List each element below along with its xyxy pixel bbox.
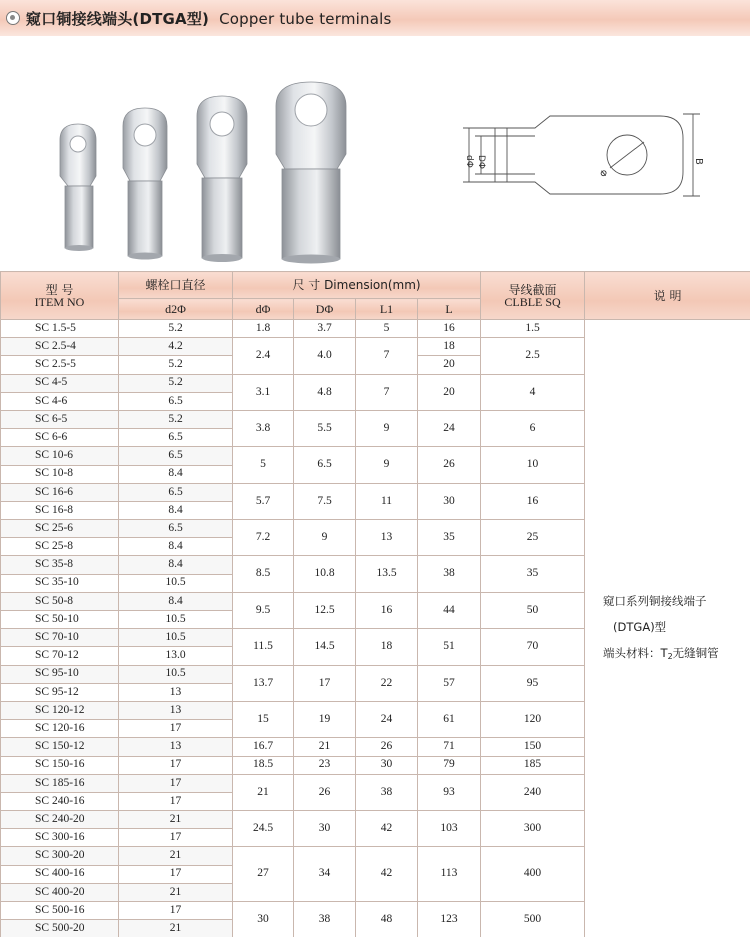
cell-d: 27 xyxy=(233,847,294,902)
cell-d2: 21 xyxy=(119,811,233,829)
cell-d2: 21 xyxy=(119,920,233,937)
cell-cable-sq: 10 xyxy=(481,447,585,483)
header-cable-cn: 导线截面 xyxy=(508,282,557,297)
cell-d: 3.8 xyxy=(233,410,294,446)
cell-L1: 48 xyxy=(356,902,418,937)
cell-item-no: SC 300-16 xyxy=(1,829,119,847)
cell-d2: 5.2 xyxy=(119,410,233,428)
cell-item-no: SC 25-6 xyxy=(1,520,119,538)
cell-D: 6.5 xyxy=(294,447,356,483)
cell-d2: 10.5 xyxy=(119,629,233,647)
cell-item-no: SC 10-6 xyxy=(1,447,119,465)
cell-item-no: SC 2.5-5 xyxy=(1,356,119,374)
cell-d: 21 xyxy=(233,774,294,810)
cell-item-no: SC 500-20 xyxy=(1,920,119,937)
cell-item-no: SC 70-10 xyxy=(1,629,119,647)
cell-cable-sq: 25 xyxy=(481,520,585,556)
cell-d2: 8.4 xyxy=(119,501,233,519)
cell-d2: 6.5 xyxy=(119,392,233,410)
cell-cable-sq: 150 xyxy=(481,738,585,756)
cell-item-no: SC 50-8 xyxy=(1,592,119,610)
remark-cell xyxy=(585,320,750,937)
cell-L: 103 xyxy=(418,811,481,847)
cell-D: 26 xyxy=(294,774,356,810)
cell-d2: 17 xyxy=(119,720,233,738)
cell-item-no: SC 95-10 xyxy=(1,665,119,683)
dimension-diagram xyxy=(455,98,705,218)
cell-D: 4.8 xyxy=(294,374,356,410)
cell-D: 9 xyxy=(294,520,356,556)
header-remark: 说 明 xyxy=(585,272,750,320)
cell-D: 14.5 xyxy=(294,629,356,665)
header-bolt: 螺栓口直径 xyxy=(119,272,233,299)
title-en: Copper tube terminals xyxy=(219,9,392,28)
cell-item-no: SC 4-6 xyxy=(1,392,119,410)
cell-D: 34 xyxy=(294,847,356,902)
cell-item-no: SC 35-10 xyxy=(1,574,119,592)
cell-cable-sq: 70 xyxy=(481,629,585,665)
cell-L: 35 xyxy=(418,520,481,556)
cell-item-no: SC 35-8 xyxy=(1,556,119,574)
cell-L1: 7 xyxy=(356,374,418,410)
remark-line: 窥口系列铜接线端子 xyxy=(603,593,707,608)
cell-L: 20 xyxy=(418,374,481,410)
cell-d2: 10.5 xyxy=(119,574,233,592)
cell-d2: 8.4 xyxy=(119,538,233,556)
cell-L1: 9 xyxy=(356,447,418,483)
cell-item-no: SC 6-5 xyxy=(1,410,119,428)
cell-L1: 38 xyxy=(356,774,418,810)
cell-L: 18 xyxy=(418,338,481,356)
cell-item-no: SC 1.5-5 xyxy=(1,320,119,338)
table-row xyxy=(1,320,750,338)
header-model xyxy=(1,272,119,320)
cell-item-no: SC 400-16 xyxy=(1,865,119,883)
spec-table xyxy=(0,271,750,937)
cell-cable-sq: 400 xyxy=(481,847,585,902)
label-B: B xyxy=(693,158,704,165)
cell-D: 19 xyxy=(294,701,356,737)
cell-L: 44 xyxy=(418,592,481,628)
cell-item-no: SC 120-12 xyxy=(1,701,119,719)
cell-L1: 42 xyxy=(356,811,418,847)
header-L: L xyxy=(418,299,481,320)
cell-D: 7.5 xyxy=(294,483,356,519)
header-d2: d2Φ xyxy=(119,299,233,320)
cell-cable-sq: 95 xyxy=(481,665,585,701)
cell-item-no: SC 10-8 xyxy=(1,465,119,483)
cell-d: 15 xyxy=(233,701,294,737)
cell-d2: 5.2 xyxy=(119,320,233,338)
cell-d: 8.5 xyxy=(233,556,294,592)
cell-L1: 9 xyxy=(356,410,418,446)
cell-d2: 6.5 xyxy=(119,520,233,538)
cell-L1: 24 xyxy=(356,701,418,737)
header-d: dΦ xyxy=(233,299,294,320)
cell-cable-sq: 50 xyxy=(481,592,585,628)
cell-d: 18.5 xyxy=(233,756,294,774)
cell-d: 5.7 xyxy=(233,483,294,519)
cell-d2: 6.5 xyxy=(119,483,233,501)
cell-d2: 17 xyxy=(119,829,233,847)
cell-d2: 5.2 xyxy=(119,356,233,374)
lug-medium xyxy=(123,108,167,260)
cell-d2: 13 xyxy=(119,683,233,701)
header-D: DΦ xyxy=(294,299,356,320)
cell-L: 16 xyxy=(418,320,481,338)
header-L1: L1 xyxy=(356,299,418,320)
cell-item-no: SC 25-8 xyxy=(1,538,119,556)
cell-L1: 42 xyxy=(356,847,418,902)
cell-L1: 18 xyxy=(356,629,418,665)
cell-d2: 6.5 xyxy=(119,429,233,447)
spec-table-body xyxy=(1,320,750,937)
cell-L: 51 xyxy=(418,629,481,665)
label-d: dΦ xyxy=(464,155,474,168)
header-dimension xyxy=(233,272,481,299)
title-bar xyxy=(0,0,750,36)
cell-D: 23 xyxy=(294,756,356,774)
cell-item-no: SC 150-16 xyxy=(1,756,119,774)
cell-d2: 6.5 xyxy=(119,447,233,465)
cell-L: 26 xyxy=(418,447,481,483)
cell-d2: 13 xyxy=(119,701,233,719)
cell-item-no: SC 240-20 xyxy=(1,811,119,829)
cell-L1: 16 xyxy=(356,592,418,628)
cell-d: 2.4 xyxy=(233,338,294,374)
cell-L: 24 xyxy=(418,410,481,446)
cell-d2: 17 xyxy=(119,865,233,883)
cell-cable-sq: 2.5 xyxy=(481,338,585,374)
cell-d2: 13 xyxy=(119,738,233,756)
remark-material-desc: 无缝铜管 xyxy=(672,645,719,660)
cell-d2: 13.0 xyxy=(119,647,233,665)
cell-d: 7.2 xyxy=(233,520,294,556)
lug-small xyxy=(60,124,96,251)
cell-d2: 8.4 xyxy=(119,465,233,483)
cell-d: 3.1 xyxy=(233,374,294,410)
cell-L: 57 xyxy=(418,665,481,701)
header-cable xyxy=(481,272,585,320)
cell-D: 12.5 xyxy=(294,592,356,628)
cell-item-no: SC 16-6 xyxy=(1,483,119,501)
cell-cable-sq: 120 xyxy=(481,701,585,737)
cell-cable-sq: 185 xyxy=(481,756,585,774)
cell-D: 10.8 xyxy=(294,556,356,592)
cell-d2: 10.5 xyxy=(119,611,233,629)
cell-item-no: SC 4-5 xyxy=(1,374,119,392)
cell-cable-sq: 240 xyxy=(481,774,585,810)
cell-d2: 17 xyxy=(119,774,233,792)
label-D: DΦ xyxy=(476,155,486,170)
cell-L1: 26 xyxy=(356,738,418,756)
cell-d: 30 xyxy=(233,902,294,937)
cell-d2: 17 xyxy=(119,756,233,774)
cell-d2: 21 xyxy=(119,847,233,865)
cell-L: 61 xyxy=(418,701,481,737)
cell-L: 113 xyxy=(418,847,481,902)
remark-line xyxy=(603,640,750,670)
cell-item-no: SC 50-10 xyxy=(1,611,119,629)
remark-line: (DTGA)型 xyxy=(613,619,667,634)
cell-d: 5 xyxy=(233,447,294,483)
cell-D: 17 xyxy=(294,665,356,701)
cell-d: 13.7 xyxy=(233,665,294,701)
cell-L: 79 xyxy=(418,756,481,774)
label-phi: Φ xyxy=(598,168,611,181)
bullet-icon xyxy=(6,11,20,25)
remark-subscript: 2 xyxy=(667,651,673,661)
cell-L: 71 xyxy=(418,738,481,756)
cell-L1: 22 xyxy=(356,665,418,701)
cell-L1: 11 xyxy=(356,483,418,519)
cell-item-no: SC 300-20 xyxy=(1,847,119,865)
cell-D: 4.0 xyxy=(294,338,356,374)
cell-cable-sq: 500 xyxy=(481,902,585,937)
cell-item-no: SC 95-12 xyxy=(1,683,119,701)
lug-large xyxy=(197,96,247,262)
cell-L1: 30 xyxy=(356,756,418,774)
title-cn: 窥口铜接线端头(DTGA型) xyxy=(26,9,210,28)
cell-cable-sq: 4 xyxy=(481,374,585,410)
page-title xyxy=(26,8,392,29)
cell-cable-sq: 16 xyxy=(481,483,585,519)
cell-d: 16.7 xyxy=(233,738,294,756)
cell-D: 38 xyxy=(294,902,356,937)
cell-cable-sq: 35 xyxy=(481,556,585,592)
cell-L: 38 xyxy=(418,556,481,592)
cell-d2: 8.4 xyxy=(119,592,233,610)
cell-cable-sq: 6 xyxy=(481,410,585,446)
cell-item-no: SC 500-16 xyxy=(1,902,119,920)
lug-xlarge xyxy=(276,82,346,264)
cell-D: 3.7 xyxy=(294,320,356,338)
cell-L1: 13 xyxy=(356,520,418,556)
header-cable-en: CLBLE SQ xyxy=(504,294,561,309)
cell-L: 20 xyxy=(418,356,481,374)
cell-D: 30 xyxy=(294,811,356,847)
cell-d: 24.5 xyxy=(233,811,294,847)
cell-L: 123 xyxy=(418,902,481,937)
cell-item-no: SC 150-12 xyxy=(1,738,119,756)
cell-d: 1.8 xyxy=(233,320,294,338)
cell-item-no: SC 240-16 xyxy=(1,792,119,810)
cell-item-no: SC 185-16 xyxy=(1,774,119,792)
cell-item-no: SC 16-8 xyxy=(1,501,119,519)
cell-d: 9.5 xyxy=(233,592,294,628)
cell-item-no: SC 6-6 xyxy=(1,429,119,447)
cell-d2: 17 xyxy=(119,902,233,920)
cell-item-no: SC 70-12 xyxy=(1,647,119,665)
cell-d: 11.5 xyxy=(233,629,294,665)
cell-item-no: SC 400-20 xyxy=(1,883,119,901)
cell-L1: 13.5 xyxy=(356,556,418,592)
cell-item-no: SC 2.5-4 xyxy=(1,338,119,356)
remark-material: 端头材料：T xyxy=(603,645,668,660)
cell-d2: 5.2 xyxy=(119,374,233,392)
dimension-diagram-svg xyxy=(455,98,705,218)
cell-d2: 17 xyxy=(119,792,233,810)
cell-d2: 10.5 xyxy=(119,665,233,683)
cell-L1: 5 xyxy=(356,320,418,338)
cell-d2: 4.2 xyxy=(119,338,233,356)
cell-L: 93 xyxy=(418,774,481,810)
cell-d2: 21 xyxy=(119,883,233,901)
cell-cable-sq: 1.5 xyxy=(481,320,585,338)
cell-L: 30 xyxy=(418,483,481,519)
cell-D: 5.5 xyxy=(294,410,356,446)
cell-item-no: SC 120-16 xyxy=(1,720,119,738)
header-dimension-label: 尺 寸 Dimension(mm) xyxy=(292,278,421,292)
cell-L1: 7 xyxy=(356,338,418,374)
header-model-en: ITEM NO xyxy=(34,294,85,309)
header-model-cn: 型 号 xyxy=(45,282,74,297)
cell-D: 21 xyxy=(294,738,356,756)
cell-cable-sq: 300 xyxy=(481,811,585,847)
cell-d2: 8.4 xyxy=(119,556,233,574)
